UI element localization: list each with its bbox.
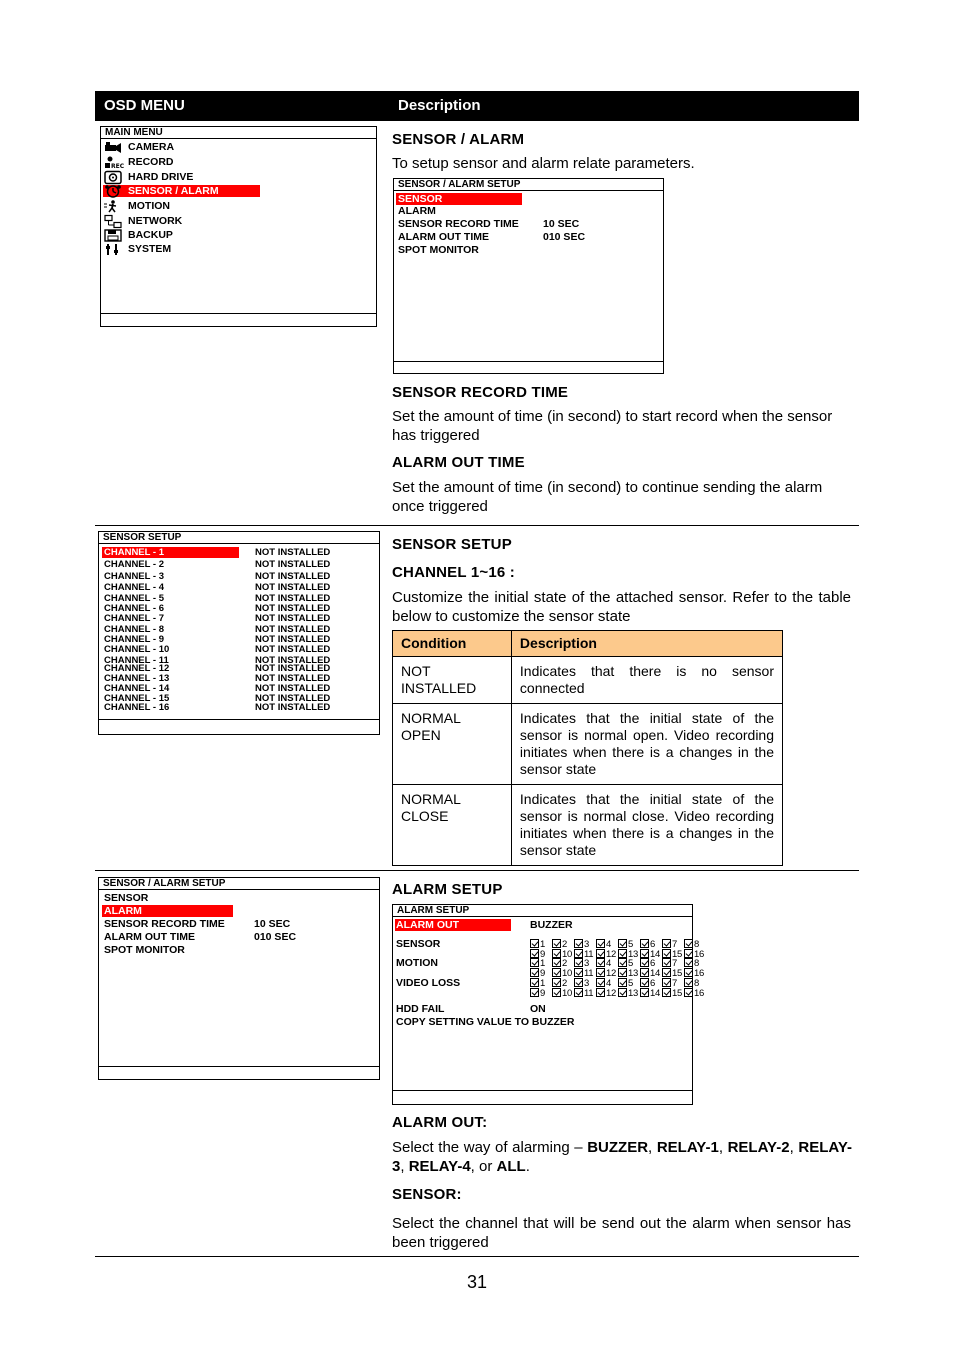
channel-number: 5 xyxy=(628,939,633,950)
checkbox-checked-icon[interactable] xyxy=(596,988,605,997)
checkbox-checked-icon[interactable] xyxy=(574,939,583,948)
channel-number: 12 xyxy=(606,968,616,979)
checkbox-checked-icon[interactable] xyxy=(552,949,561,958)
osd-title: MAIN MENU xyxy=(105,127,163,138)
channel-number: 1 xyxy=(540,958,545,969)
checkbox-checked-icon[interactable] xyxy=(574,968,583,977)
osd-row-copy-setting[interactable]: COPY SETTING VALUE TO BUZZER xyxy=(396,1016,575,1028)
osd-footer-line xyxy=(101,313,376,314)
checkbox-checked-icon[interactable] xyxy=(618,939,627,948)
osd-row-alarm[interactable]: ALARM xyxy=(398,205,436,217)
channel-number: 16 xyxy=(694,988,704,999)
channel-number: 15 xyxy=(672,949,682,960)
channel-number: 13 xyxy=(628,988,638,999)
osd-row-hdd-fail[interactable]: HDD FAIL xyxy=(396,1003,445,1015)
sensor-record-time-text: Set the amount of time (in second) to start record when the sensor has triggered xyxy=(392,408,833,444)
record-icon xyxy=(104,156,125,170)
checkbox-checked-icon[interactable] xyxy=(530,939,539,948)
sensor-channel-label[interactable]: CHANNEL - 9 xyxy=(104,634,164,645)
channel-number: 1 xyxy=(540,978,545,989)
channel-number: 8 xyxy=(694,939,699,950)
channel-number: 3 xyxy=(584,958,589,969)
osd-title-bar xyxy=(99,532,379,544)
description-cell: Indicates that the initial state of the sensor is normal close. Video recording initiates when there is a changes in the sensor state xyxy=(511,785,782,866)
column-header-description: Description xyxy=(511,631,782,657)
osd-row-sensor[interactable]: SENSOR xyxy=(398,193,443,205)
channel-number: 4 xyxy=(606,958,611,969)
sensor-channel-state[interactable]: NOT INSTALLED xyxy=(255,571,331,582)
sensor-channel-state[interactable]: NOT INSTALLED xyxy=(255,624,331,635)
sensor-channel-label[interactable]: CHANNEL - 16 xyxy=(104,702,170,713)
bottom-divider xyxy=(95,1256,859,1257)
channel-number: 14 xyxy=(650,968,660,979)
menu-item-hard-drive[interactable]: HARD DRIVE xyxy=(128,171,194,183)
channel-number: 9 xyxy=(540,968,545,979)
sensor-heading: SENSOR: xyxy=(392,1186,462,1203)
checkbox-checked-icon[interactable] xyxy=(596,978,605,987)
checkbox-checked-icon[interactable] xyxy=(618,968,627,977)
osd-row-spot-monitor[interactable]: SPOT MONITOR xyxy=(398,244,479,256)
checkbox-checked-icon[interactable] xyxy=(684,978,693,987)
osd-title: SENSOR / ALARM SETUP xyxy=(398,179,521,190)
sensor-channel-state[interactable]: NOT INSTALLED xyxy=(255,634,331,645)
description-header: Description xyxy=(398,97,481,114)
channel-number: 10 xyxy=(562,988,572,999)
checkbox-checked-icon[interactable] xyxy=(640,949,649,958)
sensor-channel-state[interactable]: NOT INSTALLED xyxy=(255,603,331,614)
osd-row-alarm[interactable]: ALARM xyxy=(104,905,142,917)
checkbox-checked-icon[interactable] xyxy=(530,988,539,997)
checkbox-checked-icon[interactable] xyxy=(574,949,583,958)
checkbox-checked-icon[interactable] xyxy=(662,978,671,987)
checkbox-checked-icon[interactable] xyxy=(618,958,627,967)
menu-item-record[interactable]: RECORD xyxy=(128,156,174,168)
channel-number: 3 xyxy=(584,939,589,950)
channel-number: 11 xyxy=(584,949,594,960)
checkbox-checked-icon[interactable] xyxy=(574,988,583,997)
sensor-channel-label[interactable]: CHANNEL - 7 xyxy=(104,613,164,624)
sensor-channel-label[interactable]: CHANNEL - 1 xyxy=(104,547,164,558)
main-menu-osd xyxy=(100,126,377,327)
section-divider xyxy=(95,525,859,526)
checkbox-checked-icon[interactable] xyxy=(640,958,649,967)
option-relay-4: RELAY-4 xyxy=(408,1158,471,1175)
osd-footer-line xyxy=(99,719,379,720)
sensor-channel-state[interactable]: NOT INSTALLED xyxy=(255,693,331,704)
sensor-channel-state[interactable]: NOT INSTALLED xyxy=(255,644,331,655)
option-relay-1: RELAY-1 xyxy=(656,1139,719,1156)
checkbox-checked-icon[interactable] xyxy=(618,978,627,987)
description-cell: Indicates that the initial state of the sensor is normal open. Video recording initiates when there is a changes in the sensor state xyxy=(511,704,782,785)
osd-row-sensor[interactable]: SENSOR xyxy=(104,892,149,904)
option-all: ALL xyxy=(496,1158,526,1175)
checkbox-checked-icon[interactable] xyxy=(684,968,693,977)
checkbox-checked-icon[interactable] xyxy=(618,988,627,997)
channel-number: 11 xyxy=(584,988,594,999)
system-icon xyxy=(104,243,122,256)
channel-number: 5 xyxy=(628,958,633,969)
osd-title-bar xyxy=(101,127,376,139)
table-row xyxy=(393,657,783,704)
channel-number: 10 xyxy=(562,968,572,979)
condition-cell: NOT INSTALLED xyxy=(393,657,512,704)
checkbox-checked-icon[interactable] xyxy=(684,949,693,958)
osd-footer-line xyxy=(99,1066,379,1067)
channel-checkbox-row xyxy=(530,988,706,999)
channel-number: 9 xyxy=(540,949,545,960)
osd-value-alarm-out[interactable]: BUZZER xyxy=(530,919,573,931)
sensor-channel-state[interactable]: NOT INSTALLED xyxy=(255,655,331,666)
channel-number: 6 xyxy=(650,958,655,969)
menu-item-motion[interactable]: MOTION xyxy=(128,200,170,212)
checkbox-checked-icon[interactable] xyxy=(596,968,605,977)
header-underline xyxy=(95,120,859,121)
channel-number: 4 xyxy=(606,939,611,950)
sensor-alarm-setup-osd xyxy=(393,178,664,374)
checkbox-checked-icon[interactable] xyxy=(596,939,605,948)
osd-row-alarm-out[interactable]: ALARM OUT xyxy=(396,919,459,931)
osd-title: SENSOR / ALARM SETUP xyxy=(103,878,226,889)
backup-icon xyxy=(104,229,122,242)
sensor-alarm-setup-osd-2 xyxy=(98,877,380,1080)
channel-number: 12 xyxy=(606,949,616,960)
page-number: 31 xyxy=(466,1272,488,1292)
sensor-channel-state[interactable]: NOT INSTALLED xyxy=(255,663,331,674)
alarm-out-text: Select the way of alarming – BUZZER, RELAY-1, RELAY-2, RELAY-3, RELAY-4, or ALL. xyxy=(392,1139,852,1175)
osd-value-sensor-record-time: 10 SEC xyxy=(543,218,580,230)
channel-number: 2 xyxy=(562,939,567,950)
checkbox-checked-icon[interactable] xyxy=(552,939,561,948)
channel-number: 8 xyxy=(694,978,699,989)
checkbox-checked-icon[interactable] xyxy=(530,949,539,958)
sensor-channel-state[interactable]: NOT INSTALLED xyxy=(255,547,331,558)
checkbox-checked-icon[interactable] xyxy=(552,978,561,987)
sensor-setup-osd xyxy=(98,531,380,735)
condition-cell: NORMAL OPEN xyxy=(393,704,512,785)
channel-number: 9 xyxy=(540,988,545,999)
channel-number: 6 xyxy=(650,978,655,989)
osd-row-sensor-record-time[interactable]: SENSOR RECORD TIME xyxy=(104,918,225,930)
osd-title-bar xyxy=(394,179,663,191)
alarm-out-time-text: Set the amount of time (in second) to continue sending the alarm once triggered xyxy=(392,479,823,515)
osd-footer-line xyxy=(393,1090,692,1091)
channel-number: 11 xyxy=(584,968,594,979)
checkbox-checked-icon[interactable] xyxy=(640,939,649,948)
sensor-setup-heading: SENSOR SETUP xyxy=(392,536,512,553)
camera-icon xyxy=(104,141,122,154)
sensor-channel-state[interactable]: NOT INSTALLED xyxy=(255,683,331,694)
menu-item-backup[interactable]: BACKUP xyxy=(128,229,173,241)
channel-number: 2 xyxy=(562,958,567,969)
sensor-channel-label[interactable]: CHANNEL - 15 xyxy=(104,693,170,704)
channel-number: 3 xyxy=(584,978,589,989)
menu-item-sensor-alarm[interactable]: SENSOR / ALARM xyxy=(128,185,219,197)
sensor-channel-state[interactable]: NOT INSTALLED xyxy=(255,702,331,713)
osd-title-bar xyxy=(99,878,379,890)
osd-title: ALARM SETUP xyxy=(397,905,470,916)
channel-number: 16 xyxy=(694,949,704,960)
osd-value-alarm-out-time: 010 SEC xyxy=(254,931,297,943)
alarm-out-heading: ALARM OUT: xyxy=(392,1114,488,1131)
sensor-record-time-heading: SENSOR RECORD TIME xyxy=(392,384,569,401)
option-relay-2: RELAY-2 xyxy=(727,1139,790,1156)
menu-item-network[interactable]: NETWORK xyxy=(128,215,183,227)
osd-row-alarm-out-time[interactable]: ALARM OUT TIME xyxy=(398,231,489,243)
sensor-channel-label[interactable]: CHANNEL - 4 xyxy=(104,582,164,593)
channel-range-heading: CHANNEL 1~16 : xyxy=(392,564,515,581)
osd-title-bar xyxy=(393,905,692,917)
checkbox-checked-icon[interactable] xyxy=(552,968,561,977)
sensor-channel-label[interactable]: CHANNEL - 13 xyxy=(104,673,170,684)
channel-number: 16 xyxy=(694,968,704,979)
channel-number: 15 xyxy=(672,968,682,979)
condition-cell: NORMAL CLOSE xyxy=(393,785,512,866)
osd-row-motion[interactable]: MOTION xyxy=(396,957,438,969)
section-divider xyxy=(95,870,859,871)
sensor-channel-label[interactable]: CHANNEL - 10 xyxy=(104,644,170,655)
osd-row-video-loss[interactable]: VIDEO LOSS xyxy=(396,977,461,989)
channel-number: 13 xyxy=(628,968,638,979)
channel-number: 7 xyxy=(672,958,677,969)
osd-footer-line xyxy=(394,361,663,362)
checkbox-checked-icon[interactable] xyxy=(552,958,561,967)
checkbox-checked-icon[interactable] xyxy=(552,988,561,997)
checkbox-checked-icon[interactable] xyxy=(684,988,693,997)
checkbox-checked-icon[interactable] xyxy=(640,988,649,997)
checkbox-checked-icon[interactable] xyxy=(662,988,671,997)
channel-number: 14 xyxy=(650,988,660,999)
channel-number: 15 xyxy=(672,988,682,999)
sensor-alarm-heading: SENSOR / ALARM xyxy=(392,131,525,148)
description-cell: Indicates that there is no sensor connected xyxy=(511,657,782,704)
checkbox-checked-icon[interactable] xyxy=(684,939,693,948)
channel-number: 10 xyxy=(562,949,572,960)
checkbox-checked-icon[interactable] xyxy=(640,978,649,987)
sensor-channel-state[interactable]: NOT INSTALLED xyxy=(255,673,331,684)
alarm-setup-osd xyxy=(392,904,704,1105)
osd-row-alarm-out-time[interactable]: ALARM OUT TIME xyxy=(104,931,195,943)
checkbox-checked-icon[interactable] xyxy=(640,968,649,977)
osd-row-spot-monitor[interactable]: SPOT MONITOR xyxy=(104,944,185,956)
osd-value-sensor-record-time: 10 SEC xyxy=(254,918,291,930)
sensor-text: Select the channel that will be send out the alarm when sensor has been triggered xyxy=(392,1215,851,1251)
checkbox-checked-icon[interactable] xyxy=(574,958,583,967)
osd-row-sensor-record-time[interactable]: SENSOR RECORD TIME xyxy=(398,218,519,230)
checkbox-checked-icon[interactable] xyxy=(618,949,627,958)
osd-value-alarm-out-time: 010 SEC xyxy=(543,231,586,243)
sensor-setup-text: Customize the initial state of the attached sensor. Refer to the table below to customize the sensor state xyxy=(392,589,851,625)
checkbox-checked-icon[interactable] xyxy=(596,949,605,958)
sensor-alarm-intro: To setup sensor and alarm relate parameters. xyxy=(392,155,695,172)
sensor-channel-label[interactable]: CHANNEL - 3 xyxy=(104,571,164,582)
sensor-channel-label[interactable]: CHANNEL - 5 xyxy=(104,593,164,604)
sensor-channel-label[interactable]: CHANNEL - 14 xyxy=(104,683,170,694)
osd-row-sensor[interactable]: SENSOR xyxy=(396,938,441,950)
osd-title: SENSOR SETUP xyxy=(103,532,182,543)
table-header-bar xyxy=(95,91,859,120)
channel-number: 12 xyxy=(606,988,616,999)
alarm-setup-heading: ALARM SETUP xyxy=(392,881,503,898)
table-row xyxy=(393,704,783,785)
option-buzzer: BUZZER xyxy=(587,1139,649,1156)
sensor-channel-label[interactable]: CHANNEL - 11 xyxy=(104,655,169,666)
checkbox-checked-icon[interactable] xyxy=(530,958,539,967)
alarm-out-time-heading: ALARM OUT TIME xyxy=(392,454,525,471)
sensor-channel-label[interactable]: CHANNEL - 8 xyxy=(104,624,164,635)
channel-number: 14 xyxy=(650,949,660,960)
channel-number: 2 xyxy=(562,978,567,989)
channel-number: 1 xyxy=(540,939,545,950)
svg-text:REC: REC xyxy=(111,163,125,170)
checkbox-checked-icon[interactable] xyxy=(662,939,671,948)
osd-value-hdd-fail[interactable]: ON xyxy=(530,1003,546,1015)
checkbox-checked-icon[interactable] xyxy=(662,968,671,977)
sensor-channel-state[interactable]: NOT INSTALLED xyxy=(255,582,331,593)
option-relay-3: RELAY-3 xyxy=(392,1139,852,1175)
checkbox-checked-icon[interactable] xyxy=(662,958,671,967)
checkbox-checked-icon[interactable] xyxy=(530,978,539,987)
sensor-channel-label[interactable]: CHANNEL - 12 xyxy=(104,663,170,674)
sensor-channel-state[interactable]: NOT INSTALLED xyxy=(255,559,331,570)
channel-number: 5 xyxy=(628,978,633,989)
channel-number: 4 xyxy=(606,978,611,989)
network-icon xyxy=(104,215,122,228)
channel-number: 7 xyxy=(672,978,677,989)
column-header-condition: Condition xyxy=(393,631,512,657)
checkbox-checked-icon[interactable] xyxy=(684,958,693,967)
channel-number: 7 xyxy=(672,939,677,950)
hard-drive-icon xyxy=(104,171,122,184)
checkbox-checked-icon[interactable] xyxy=(574,978,583,987)
sensor-channel-label[interactable]: CHANNEL - 2 xyxy=(104,559,164,570)
checkbox-checked-icon[interactable] xyxy=(596,958,605,967)
table-header-row xyxy=(393,631,783,657)
menu-item-system[interactable]: SYSTEM xyxy=(128,243,172,255)
channel-number: 13 xyxy=(628,949,638,960)
sensor-channel-label[interactable]: CHANNEL - 6 xyxy=(104,603,164,614)
sensor-condition-table xyxy=(392,630,783,866)
sensor-channel-state[interactable]: NOT INSTALLED xyxy=(255,593,331,604)
checkbox-checked-icon[interactable] xyxy=(662,949,671,958)
menu-item-camera[interactable]: CAMERA xyxy=(128,141,175,153)
channel-number: 8 xyxy=(694,958,699,969)
channel-number: 6 xyxy=(650,939,655,950)
osd-menu-header: OSD MENU xyxy=(104,97,185,114)
motion-icon xyxy=(104,200,122,213)
sensor-channel-state[interactable]: NOT INSTALLED xyxy=(255,613,331,624)
checkbox-checked-icon[interactable] xyxy=(530,968,539,977)
table-row xyxy=(393,785,783,866)
alarm-icon xyxy=(104,185,122,198)
